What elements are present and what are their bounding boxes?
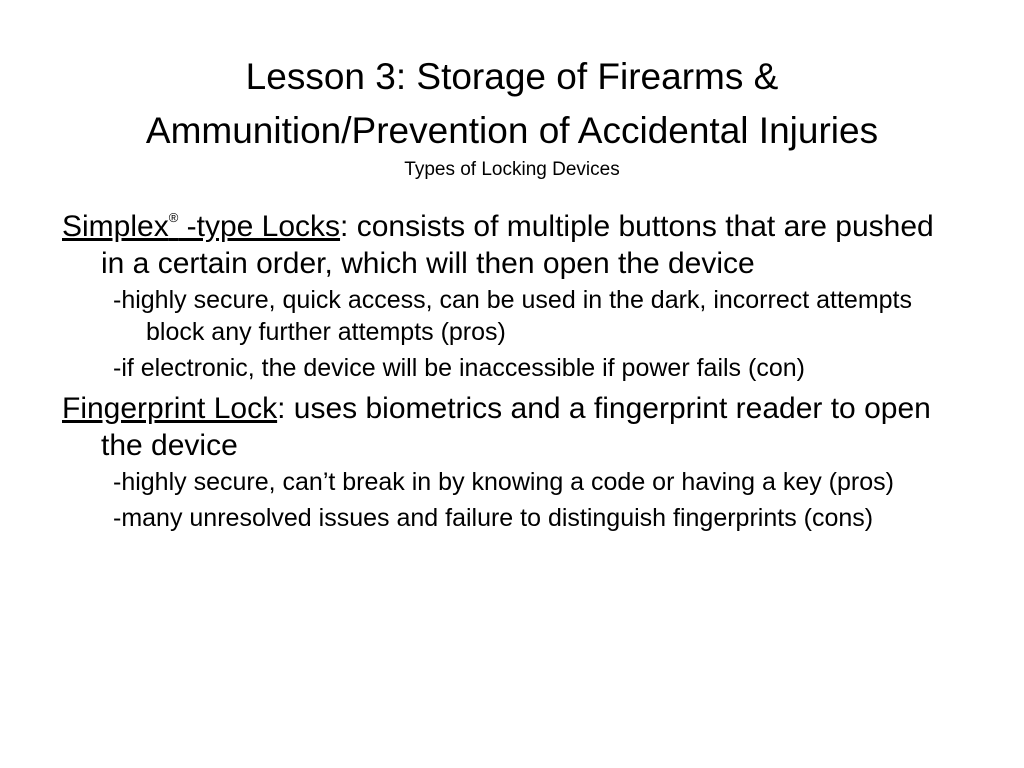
title-line-2: Ammunition/Prevention of Accidental Injuries [145,110,879,151]
bullet-fingerprint-lock [62,390,962,464]
term-simplex-name: Simplex [62,210,169,243]
slide-subtitle: Types of Locking Devices [404,159,620,180]
term-simplex-suffix: -type Locks [178,210,341,243]
fingerprint-cons: -many unresolved issues and failure to distinguish fingerprints (cons) [113,504,874,532]
fingerprint-pros: -highly secure, can’t break in by knowing a code or having a key (pros) [113,468,894,496]
simplex-cons: -if electronic, the device will be inaccessible if power fails (con) [113,354,805,382]
slide-body [62,208,962,538]
fingerprint-description: : uses biometrics and a fingerprint reader to open the device [101,392,931,462]
registered-mark: ® [168,210,179,225]
simplex-pros: -highly secure, quick access, can be used in the dark, incorrect attempts block any further attempts (pros) [113,286,912,346]
term-fingerprint-lock: Fingerprint Lock [62,392,278,425]
bullet-simplex-lock [62,208,962,282]
term-simplex-lock [62,210,340,243]
simplex-description: : consists of multiple buttons that are pushed in a certain order, which will then open the device [101,210,934,280]
title-line-1: Lesson 3: Storage of Firearms & [245,56,779,97]
slide-title [40,50,984,158]
